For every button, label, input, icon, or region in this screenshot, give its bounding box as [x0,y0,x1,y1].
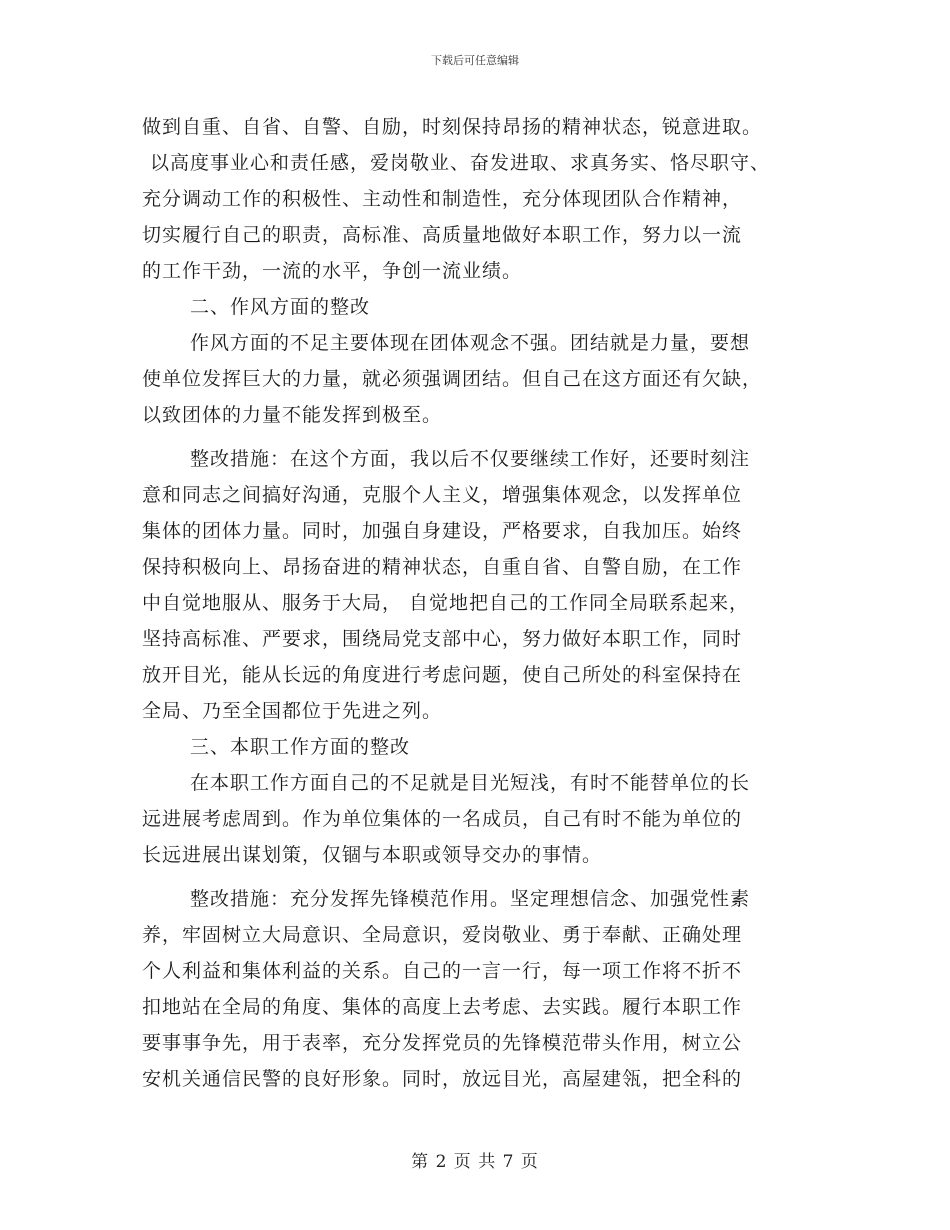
section-heading: 二、作风方面的整改 [190,296,371,318]
section-heading: 三、本职工作方面的整改 [190,736,411,758]
text-line: 做到自重、自省、自警、自励，时刻保持昂扬的精神状态，锐意进取。 [142,116,763,138]
text-line: 全局、乃至全国都位于先进之列。 [142,700,443,722]
text-line: 以致团体的力量不能发挥到极至。 [142,404,443,426]
text-line: 中自觉地服从、服务于大局， 自觉地把自己的工作同全局联系起来， [142,592,750,614]
text-line: 长远进展出谋划策，仅锢与本职或领导交办的事情。 [142,844,603,866]
text-line: 以高度事业心和责任感，爱岗敬业、奋发进取、求真务实、恪尽职守、 [150,152,771,174]
text-line: 在本职工作方面自己的不足就是目光短浅，有时不能替单位的长 [190,772,751,794]
text-line: 扣地站在全局的角度、集体的高度上去考虑、去实践。履行本职工作 [142,996,743,1018]
text-line: 作风方面的不足主要体现在团体观念不强。团结就是力量，要想 [190,332,751,354]
text-line: 使单位发挥巨大的力量，就必须强调团结。但自己在这方面还有欠缺， [142,368,763,390]
text-line: 意和同志之间搞好沟通，克服个人主义，增强集体观念，以发挥单位 [142,484,743,506]
text-line: 安机关通信民警的良好形象。同时，放远目光，高屋建瓴，把全科的 [142,1068,743,1090]
text-line: 坚持高标准、严要求，围绕局党支部中心，努力做好本职工作，同时 [142,628,743,650]
text-line: 要事事争先，用于表率，充分发挥党员的先锋模范带头作用，树立公 [142,1032,743,1054]
page-number-footer: 第 2 页 共 7 页 [411,1152,539,1172]
text-line: 充分调动工作的积极性、主动性和制造性，充分体现团队合作精神， [142,188,743,210]
text-line: 养，牢固树立大局意识、全局意识，爱岗敬业、勇于奉献、正确处理 [142,924,743,946]
text-line: 个人利益和集体利益的关系。自己的一言一行，每一项工作将不折不 [142,960,743,982]
page-header: 下载后可任意编辑 [431,54,519,67]
text-line: 整改措施：在这个方面，我以后不仅要继续工作好，还要时刻注 [190,448,751,470]
text-line: 的工作干劲，一流的水平，争创一流业绩。 [142,260,523,282]
text-line: 切实履行自己的职责，高标准、高质量地做好本职工作，努力以一流 [142,224,743,246]
text-line: 放开目光，能从长远的角度进行考虑问题，使自己所处的科室保持在 [142,664,743,686]
text-line: 集体的团体力量。同时，加强自身建设，严格要求，自我加压。始终 [142,520,743,542]
text-line: 保持积极向上、昂扬奋进的精神状态，自重自省、自警自励，在工作 [142,556,743,578]
text-line: 整改措施：充分发挥先锋模范作用。坚定理想信念、加强党性素 [190,888,751,910]
text-line: 远进展考虑周到。作为单位集体的一名成员，自己有时不能为单位的 [142,808,743,830]
